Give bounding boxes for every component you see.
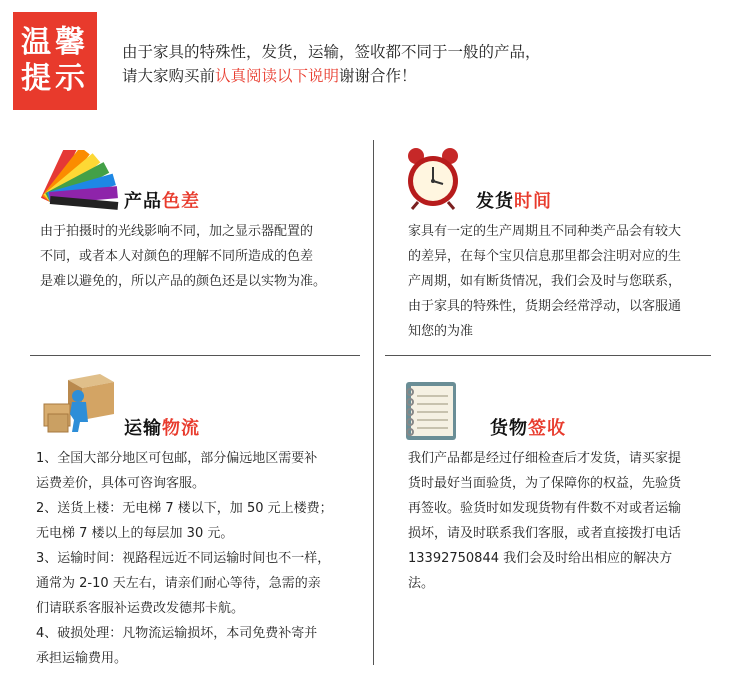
section-title-shipping-a: 发货 — [476, 191, 514, 212]
notice-line-2 — [122, 64, 541, 88]
body-line: 知您的为准 — [408, 324, 474, 339]
body-line: 的差异，在每个宝贝信息那里都会注明对应的生 — [408, 249, 682, 264]
alarm-clock-icon — [404, 146, 462, 214]
section-body-color — [40, 219, 326, 294]
notebook-icon — [404, 378, 460, 446]
section-title-logistics — [124, 414, 200, 440]
body-line: 家具有一定的生产周期且不同种类产品会有较大 — [408, 224, 682, 239]
body-line: 3、运输时间：视路程远近不同运输时间也不一样， — [36, 551, 331, 566]
section-title-receipt-b: 签收 — [528, 418, 566, 439]
notice-highlight: 认真阅读以下说明 — [215, 67, 340, 85]
section-body-receipt — [408, 446, 681, 596]
section-title-receipt-a: 货物 — [490, 418, 528, 439]
vertical-divider — [373, 140, 374, 665]
section-title-color-a: 产品 — [124, 191, 162, 212]
body-line: 1、全国大部分地区可包邮，部分偏远地区需要补 — [36, 451, 318, 466]
section-title-shipping — [476, 187, 552, 213]
body-line: 不同，或者本人对颜色的理解不同所造成的色差 — [40, 249, 314, 264]
delivery-boxes-icon — [38, 370, 118, 442]
body-line: 13392750844 我们会及时给出相应的解决方 — [408, 551, 673, 566]
section-title-color — [124, 187, 200, 213]
body-line: 2、送货上楼：无电梯 7 楼以下，加 50 元上楼费； — [36, 501, 333, 516]
color-swatch-fan-icon — [40, 150, 124, 214]
section-title-color-b: 色差 — [162, 191, 200, 212]
section-body-shipping — [408, 219, 681, 344]
body-line: 运费差价，具体可咨询客服。 — [36, 476, 206, 491]
body-line: 由于拍摄时的光线影响不同，加之显示器配置的 — [40, 224, 314, 239]
body-line: 我们产品都是经过仔细检查后才发货，请买家提 — [408, 451, 682, 466]
section-title-shipping-b: 时间 — [514, 191, 552, 212]
section-title-logistics-a: 运输 — [124, 418, 162, 439]
notice-line-1: 由于家具的特殊性，发货，运输，签收都不同于一般的产品， — [122, 43, 541, 61]
body-line: 由于家具的特殊性，货期会经常浮动，以客服通 — [408, 299, 682, 314]
section-body-logistics — [36, 446, 333, 671]
tip-badge — [13, 12, 97, 110]
body-line: 是难以避免的，所以产品的颜色还是以实物为准。 — [40, 274, 327, 289]
body-line: 损坏，请及时联系我们客服，或者直接拨打电话 — [408, 526, 682, 541]
body-line: 通常为 2-10 天左右，请亲们耐心等待，急需的亲 — [36, 576, 321, 591]
body-line: 承担运输费用。 — [36, 651, 128, 666]
body-line: 再签收。验货时如发现货物有件数不对或者运输 — [408, 501, 682, 516]
section-title-logistics-b: 物流 — [162, 418, 200, 439]
body-line: 4、破损处理：凡物流运输损坏，本司免费补寄并 — [36, 626, 318, 641]
body-line: 法。 — [408, 576, 435, 591]
horizontal-divider-left — [30, 355, 360, 356]
badge-line-2: 提示 — [21, 61, 89, 96]
body-line: 货时最好当面验货，为了保障你的权益，先验货 — [408, 476, 682, 491]
horizontal-divider-right — [385, 355, 711, 356]
notice-line-2-post: 谢谢合作！ — [339, 67, 417, 85]
body-line: 无电梯 7 楼以上的每层加 30 元。 — [36, 526, 234, 541]
body-line: 产周期，如有断货情况，我们会及时与您联系， — [408, 274, 682, 289]
section-title-receipt — [490, 414, 566, 440]
notice-line-2-pre: 请大家购买前 — [122, 67, 216, 85]
body-line: 们请联系客服补运费改发德邦卡航。 — [36, 601, 245, 616]
notice-text — [122, 40, 541, 88]
badge-line-1: 温馨 — [21, 25, 89, 60]
